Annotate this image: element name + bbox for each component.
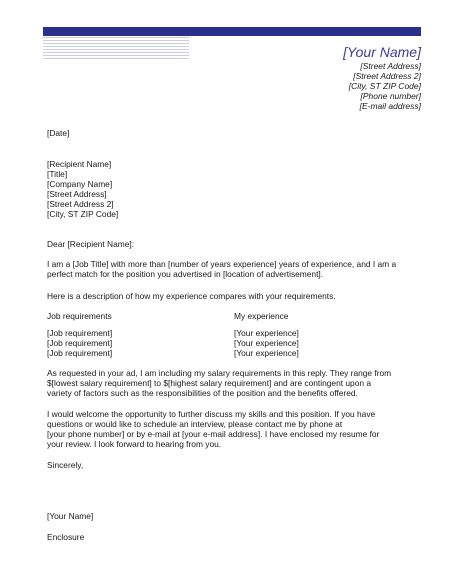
- requirement-3: [Job requirement]: [47, 348, 113, 358]
- header-stripes: [43, 37, 189, 59]
- experience-3: [Your experience]: [234, 348, 299, 358]
- sender-street-2: [Street Address 2]: [353, 71, 421, 81]
- signature-name: [Your Name]: [47, 511, 94, 521]
- header-bar: [43, 27, 421, 36]
- paragraph-line: $[lowest salary requirement] to $[highest salary requirement] and are contingent upon a: [47, 378, 372, 388]
- salutation: Dear [Recipient Name]:: [47, 239, 135, 249]
- sender-phone: [Phone number]: [360, 91, 421, 101]
- experience-2: [Your experience]: [234, 338, 299, 348]
- paragraph-line: I am a [Job Title] with more than [number of years experience] years of experience, and I am a: [47, 259, 397, 269]
- paragraph-comparison-intro: Here is a description of how my experience compares with your requirements.: [47, 291, 336, 301]
- enclosure: Enclosure: [47, 532, 85, 542]
- paragraph-line: As requested in your ad, I am including my salary requirements in this reply. They range from: [47, 368, 392, 378]
- job-requirements-header: Job requirements: [47, 311, 112, 321]
- paragraph-line: questions or would like to schedule an interview, please contact me by phone at: [47, 419, 343, 429]
- recipient-street: [Street Address]: [47, 189, 107, 199]
- sender-street: [Street Address]: [360, 61, 421, 71]
- paragraph-line: your review. I look forward to hearing from you.: [47, 439, 222, 449]
- paragraph-line: perfect match for the position you advertised in [location of advertisement].: [47, 269, 324, 279]
- recipient-name: [Recipient Name]: [47, 159, 112, 169]
- experience-1: [Your experience]: [234, 328, 299, 338]
- sender-city: [City, ST ZIP Code]: [348, 81, 421, 91]
- my-experience-header: My experience: [234, 311, 289, 321]
- paragraph-intro: [47, 259, 396, 279]
- requirement-1: [Job requirement]: [47, 328, 113, 338]
- requirement-2: [Job requirement]: [47, 338, 113, 348]
- sender-block: [343, 44, 421, 111]
- recipient-city: [City, ST ZIP Code]: [47, 209, 119, 219]
- recipient-street-2: [Street Address 2]: [47, 199, 114, 209]
- paragraph-closing: [47, 409, 379, 449]
- sender-name: [Your Name]: [343, 44, 421, 60]
- paragraph-salary: [47, 368, 391, 398]
- paragraph-line: variety of factors such as the responsibilities of the position and the benefits offered.: [47, 388, 358, 398]
- recipient-block: [47, 159, 118, 219]
- paragraph-line: I would welcome the opportunity to further discuss my skills and this position. If you have: [47, 409, 376, 419]
- paragraph-line: [your phone number] or by e-mail at [your e-mail address]. I have enclosed my resume for: [47, 429, 380, 439]
- recipient-title: [Title]: [47, 169, 68, 179]
- sender-email: [E-mail address]: [359, 101, 421, 111]
- recipient-company: [Company Name]: [47, 179, 113, 189]
- letter-date: [Date]: [47, 128, 70, 138]
- closing: Sincerely,: [47, 460, 84, 470]
